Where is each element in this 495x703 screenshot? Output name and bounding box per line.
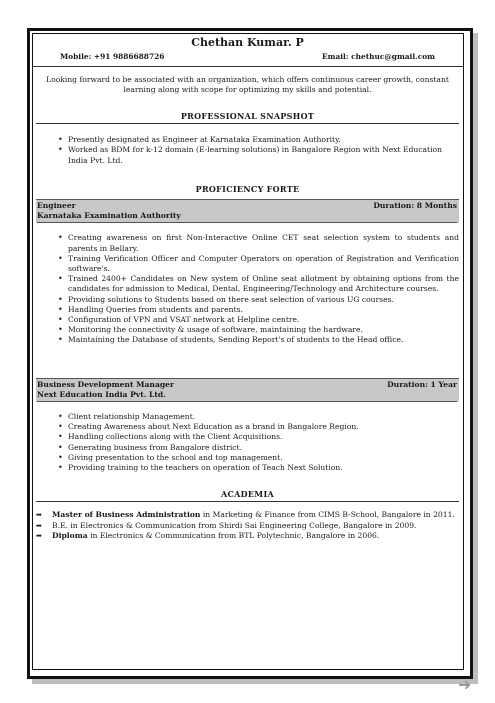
job-role: Engineer (37, 201, 76, 211)
degree-detail: B.E. in Electronics & Communication from Shirdi Sai Engineering College, Bangalore in 2009. (52, 520, 417, 530)
degree-detail: in Marketing & Finance from CIMS B-School, Bangalore in 2011. (200, 510, 455, 520)
job-duration: Duration: 1 Year (387, 379, 457, 389)
snapshot-title: PROFESSIONAL SNAPSHOT (180, 111, 315, 121)
snapshot-list (36, 135, 459, 166)
job-1-list (36, 233, 459, 345)
list-item: • Creating awareness on first Non-Interactive Online CET seat selection system to students and parents in Bellary. (36, 233, 459, 253)
list-item (36, 531, 459, 541)
mobile-text: Mobile: +91 9886688726 (60, 52, 165, 61)
job-duration: Duration: 8 Months (373, 201, 457, 211)
list-item: • Creating Awareness about Next Education as a brand in Bangalore Region. (36, 422, 459, 432)
list-item: • Handling collections along with the Client Acquisitions. (36, 432, 459, 442)
list-item: • Trained 2400+ Candidates on New system of Online seat allotment by obtaining options from the candidates for admission to Medical, Dental, Engineering/Technology and Architecture courses. (36, 274, 459, 294)
next-page-arrow-icon[interactable]: ➜ (458, 675, 472, 694)
list-item: • Worked as BDM for k-12 domain (E-learning solutions) in Bangalore Region with Next Education India Pvt. Ltd. (36, 145, 459, 165)
job-2-list (36, 412, 459, 473)
job-company: Karnataka Examination Authority (37, 211, 457, 223)
contact-row (36, 52, 459, 66)
candidate-name: Chethan Kumar. P (191, 36, 304, 49)
list-item: • Giving presentation to the school and top management. (36, 453, 459, 463)
degree-name: Master of Business Administration (52, 510, 201, 520)
objective-text: Looking forward to be associated with an organization, which offers continuous career growth, constant learning along with scope for optimizing my skills and potential. (46, 75, 449, 95)
list-item: • Monitoring the connectivity & usage of software, maintaining the hardware. (36, 325, 459, 335)
email-text: Email: chethuc@gmail.com (322, 52, 435, 61)
job-company: Next Education India Pvt. Ltd. (37, 390, 457, 402)
academia-title: ACADEMIA (220, 489, 275, 500)
list-item: • Configuration of VPN and VSAT network at Helpline centre. (36, 315, 459, 325)
degree-detail: in Electronics & Communication from BTL Polytechnic, Bangalore in 2006. (87, 530, 380, 540)
job-role: Business Development Manager (37, 379, 175, 389)
list-item: • Maintaining the Database of students, Sending Report's of students to the Head office. (36, 335, 459, 345)
list-item (36, 510, 459, 520)
job-header-1 (36, 199, 459, 223)
list-item: • Training Verification Officer and Computer Operators on operation of Registration and Verification software's. (36, 254, 459, 274)
degree-name: Diploma (52, 530, 88, 540)
list-item: • Providing training to the teachers on operation of Teach Next Solution. (36, 463, 459, 473)
list-item (36, 521, 459, 531)
list-item: • Providing solutions to Students based on there seat selection of various UG courses. (36, 295, 459, 305)
list-item: • Handling Queries from students and parents. (36, 305, 459, 315)
resume-page (36, 36, 459, 541)
list-item: • Presently designated as Engineer at Karnataka Examination Authority. (36, 135, 459, 145)
list-item: • Client relationship Management. (36, 412, 459, 422)
proficiency-title: PROFICIENCY FORTE (195, 183, 300, 194)
job-header-2 (36, 378, 459, 402)
list-item: • Generating business from Bangalore district. (36, 443, 459, 453)
academia-list (36, 510, 459, 541)
